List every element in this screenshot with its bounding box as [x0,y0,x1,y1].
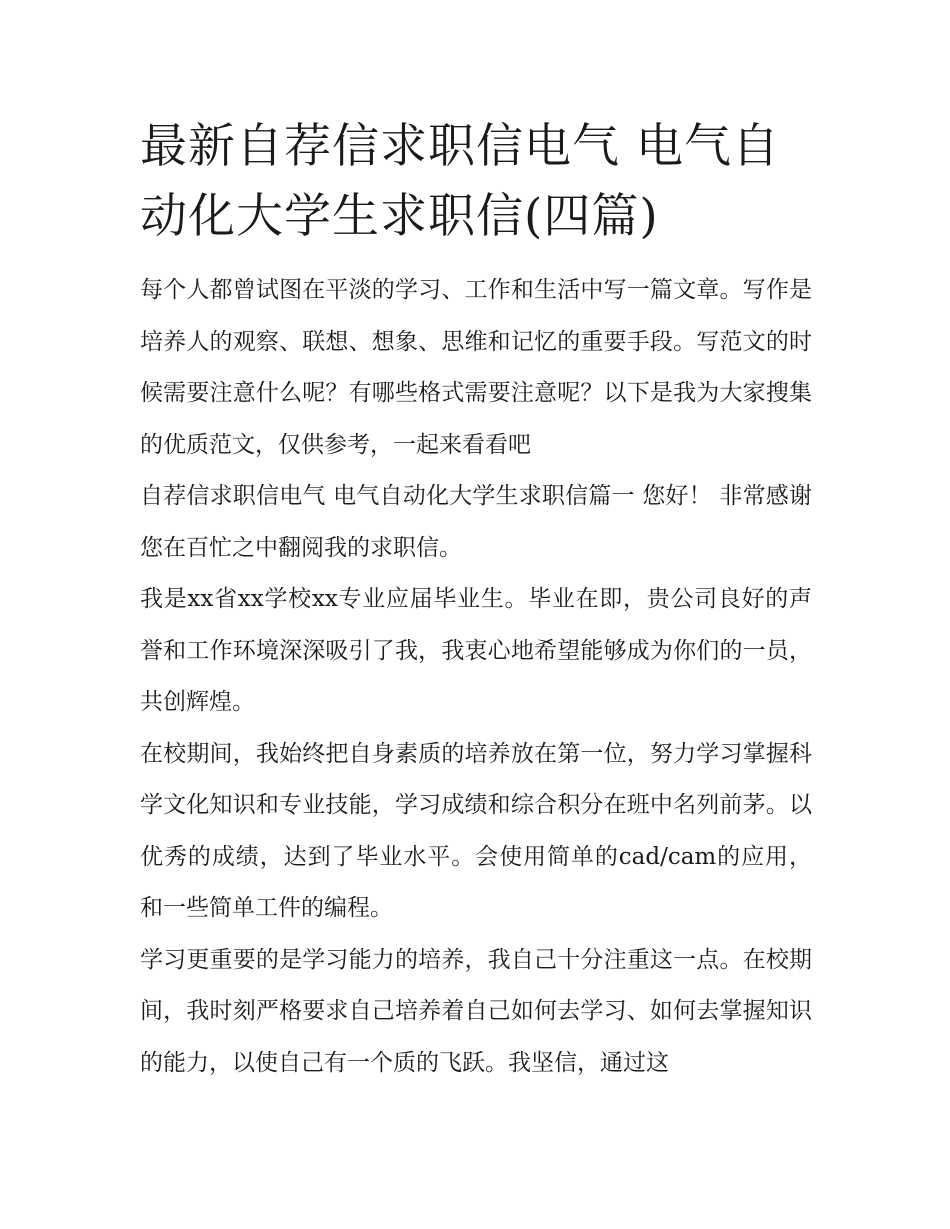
paragraph-learning-ability: 学习更重要的是学习能力的培养，我自己十分注重这一点。在校期间，我时刻严格要求自己培养着自己如何去学习、如何去掌握知识的能力，以使自己有一个质的飞跃。我坚信，通过这 [140,946,812,1076]
document-body [140,265,812,1089]
document-title: 最新自荐信求职信电气 电气自动化大学生求职信(四篇) [140,119,780,244]
paragraph-intro: 每个人都曾试图在平淡的学习、工作和生活中写一篇文章。写作是培养人的观察、联想、想象、思维和记忆的重要手段。写范文的时候需要注意什么呢？有哪些格式需要注意呢？以下是我为大家搜集的优质范文，仅供参考，一起来看看吧 [140,277,812,458]
paragraph-self-introduction: 我是xx省xx学校xx专业应届毕业生。毕业在即，贵公司良好的声誉和工作环境深深吸引了我，我衷心地希望能够成为你们的一员，共创辉煌。 [140,586,812,715]
paragraph-school-performance: 在校期间，我始终把自身素质的培养放在第一位，努力学习掌握科学文化知识和专业技能，学习成绩和综合积分在班中名列前茅。以优秀的成绩，达到了毕业水平。会使用简单的cad/cam的应用，和一些简单工件的编程。 [140,740,812,921]
paragraph-greeting: 自荐信求职信电气 电气自动化大学生求职信篇一 您好！ 非常感谢您在百忙之中翻阅我的求职信。 [140,483,812,561]
document-page [140,112,812,1089]
